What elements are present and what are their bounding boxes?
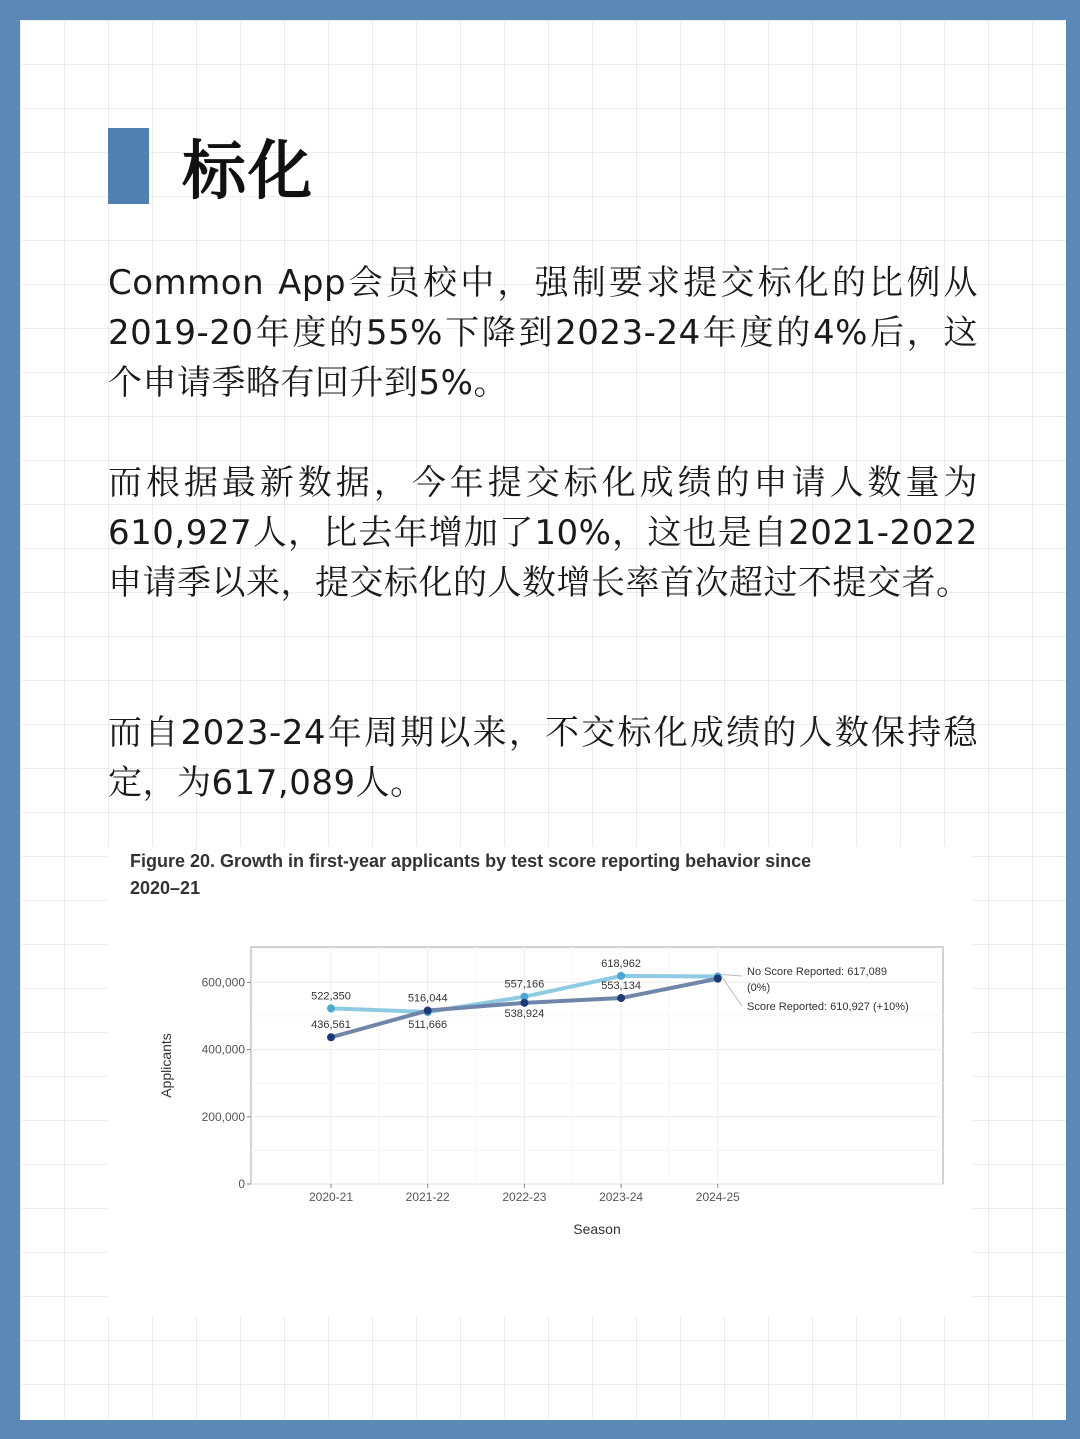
data-label-score: 553,134 <box>601 980 641 993</box>
line-chart <box>108 846 972 1316</box>
title-accent-bar <box>108 128 149 204</box>
data-label-score: 538,924 <box>504 1007 545 1020</box>
end-label-score: Score Reported: 610,927 (+10%) <box>747 1001 909 1013</box>
y-tick-label: 400,000 <box>201 1042 245 1057</box>
paragraph-2: 而根据最新数据，今年提交标化成绩的申请人数量为610,927人，比去年增加了10%，这也是自2021-2022申请季以来，提交标化的人数增长率首次超过不提交者。 <box>108 463 978 603</box>
chart-title: Figure 20. Growth in first-year applicants by test score reporting behavior since 2020–21 <box>130 851 812 898</box>
y-axis-title: Applicants <box>158 1033 174 1098</box>
chart-figure <box>108 846 972 1316</box>
y-tick-label: 600,000 <box>201 975 245 990</box>
data-point-score <box>714 975 722 983</box>
data-label-score: 436,561 <box>311 1019 351 1032</box>
y-tick-label: 0 <box>238 1177 245 1191</box>
y-tick-label: 200,000 <box>201 1109 245 1124</box>
x-tick-label: 2020-21 <box>308 1190 354 1204</box>
data-label-score: 516,044 <box>407 992 448 1005</box>
end-label-no-score: No Score Reported: 617,089 <box>747 966 888 978</box>
data-label-no-score: 557,166 <box>504 978 545 991</box>
data-point-no-score <box>327 1004 335 1012</box>
x-tick-label: 2022-23 <box>502 1190 547 1204</box>
x-axis-title: Season <box>573 1221 621 1237</box>
page-frame <box>20 20 1066 1420</box>
data-point-no-score <box>617 972 625 980</box>
x-tick-label: 2024-25 <box>695 1190 740 1204</box>
paragraph-1: Common App会员校中，强制要求提交标化的比例从2019-20年度的55%下降到2023-24年度的4%后，这个申请季略有回升到5%。 <box>108 263 978 403</box>
paragraph-3: 而自2023-24年周期以来，不交标化成绩的人数保持稳定，为617,089人。 <box>108 713 978 803</box>
data-point-score <box>424 1007 432 1015</box>
x-tick-label: 2021-22 <box>405 1190 450 1204</box>
data-point-score <box>327 1033 335 1041</box>
data-label-no-score: 618,962 <box>601 957 641 970</box>
data-point-score <box>520 999 528 1007</box>
end-label-no-score-change: (0%) <box>747 982 771 994</box>
data-label-no-score: 522,350 <box>311 990 351 1003</box>
page-title: 标化 <box>182 135 314 209</box>
x-tick-label: 2023-24 <box>599 1190 644 1204</box>
data-label-no-score: 511,666 <box>408 1018 448 1031</box>
data-point-score <box>617 994 625 1002</box>
